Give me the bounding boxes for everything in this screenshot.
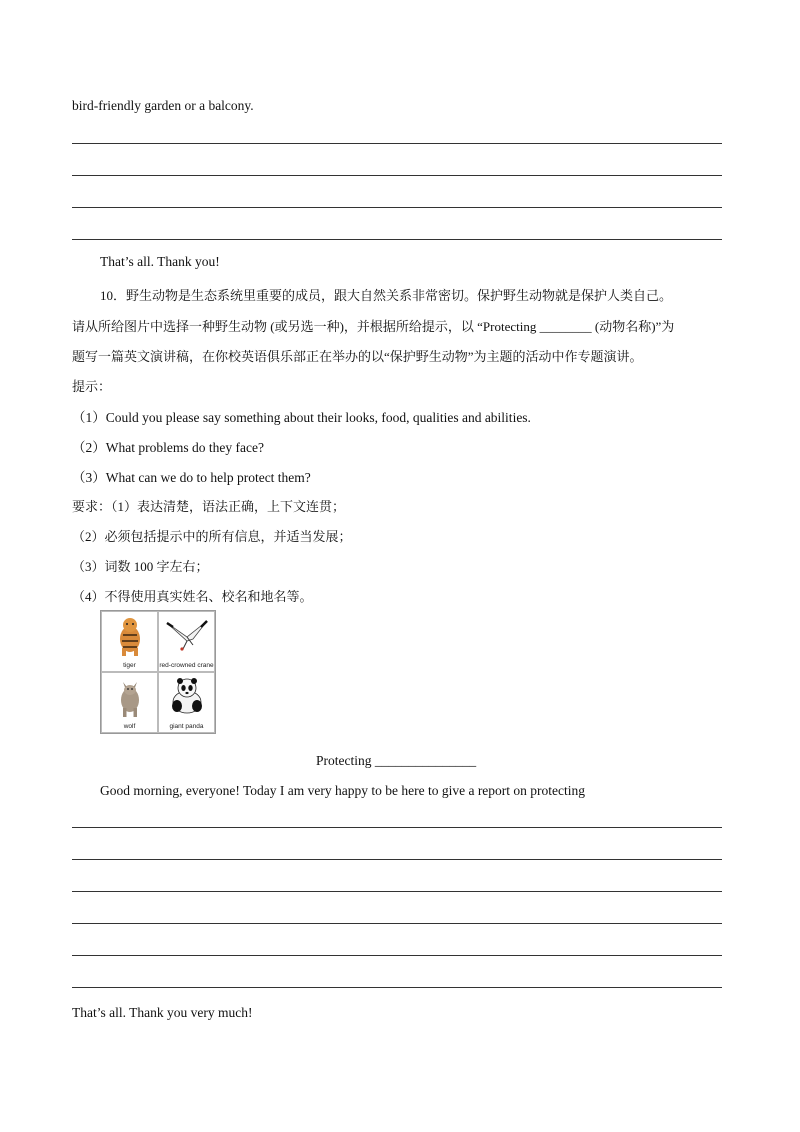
essay-opening: Good morning, everyone! Today I am very happy to be here to give a report on protecting — [100, 783, 586, 798]
tiger-icon — [110, 615, 150, 657]
closing-text-2: That’s all. Thank you very much! — [72, 1005, 253, 1020]
animal-cell-crane — [158, 611, 215, 672]
question-intro-text: 野生动物是生态系统里重要的成员，跟大自然关系非常密切。保护野生动物就是保护人类自己。 — [126, 288, 673, 303]
wolf-icon — [110, 676, 150, 718]
question-intro-line3: 题写一篇英文演讲稿，在你校英语俱乐部正在举办的以“保护野生动物”为主题的活动中作专题演讲。 — [72, 349, 643, 364]
answer-line — [72, 859, 722, 860]
answer-line — [72, 143, 722, 144]
closing-text-1: That’s all. Thank you! — [100, 254, 220, 269]
question-number: 10． — [100, 288, 127, 303]
hint-label: 提示： — [72, 379, 112, 394]
answer-line — [72, 955, 722, 956]
animal-cell-tiger — [101, 611, 158, 672]
animal-label: tiger — [123, 662, 136, 669]
requirement-item: （3）词数 100 字左右； — [72, 559, 209, 574]
requirement-item: （2）必须包括提示中的所有信息，并适当发展； — [72, 529, 352, 544]
animal-label: red-crowned crane — [159, 662, 214, 669]
animal-label: giant panda — [169, 723, 204, 730]
requirement-item: （4）不得使用真实姓名、校名和地名等。 — [72, 589, 313, 604]
question-intro-line1 — [100, 285, 672, 304]
crane-icon — [163, 615, 211, 655]
hint-item: （1）Could you please say something about their looks, food, qualities and abilities. — [72, 410, 531, 425]
panda-icon — [165, 676, 209, 716]
hint-item: （3）What can we do to help protect them? — [72, 470, 311, 485]
answer-line — [72, 207, 722, 208]
answer-line — [72, 987, 722, 988]
hint-item: （2）What problems do they face? — [72, 440, 264, 455]
requirement-item: 要求：（1）表达清楚，语法正确，上下文连贯； — [72, 499, 346, 514]
answer-line — [72, 923, 722, 924]
animal-label: wolf — [123, 723, 136, 730]
question-intro-line2: 请从所给图片中选择一种野生动物 (或另选一种)，并根据所给提示，以 “Protecting ________ (动物名称)”为 — [72, 319, 675, 334]
essay-title: Protecting _______________ — [316, 753, 477, 768]
answer-line — [72, 827, 722, 828]
continuation-text: bird-friendly garden or a balcony. — [72, 98, 254, 113]
answer-line — [72, 891, 722, 892]
answer-line — [72, 239, 722, 240]
answer-line — [72, 175, 722, 176]
animal-picture-grid — [100, 610, 216, 734]
animal-cell-wolf — [101, 672, 158, 733]
animal-cell-panda — [158, 672, 215, 733]
